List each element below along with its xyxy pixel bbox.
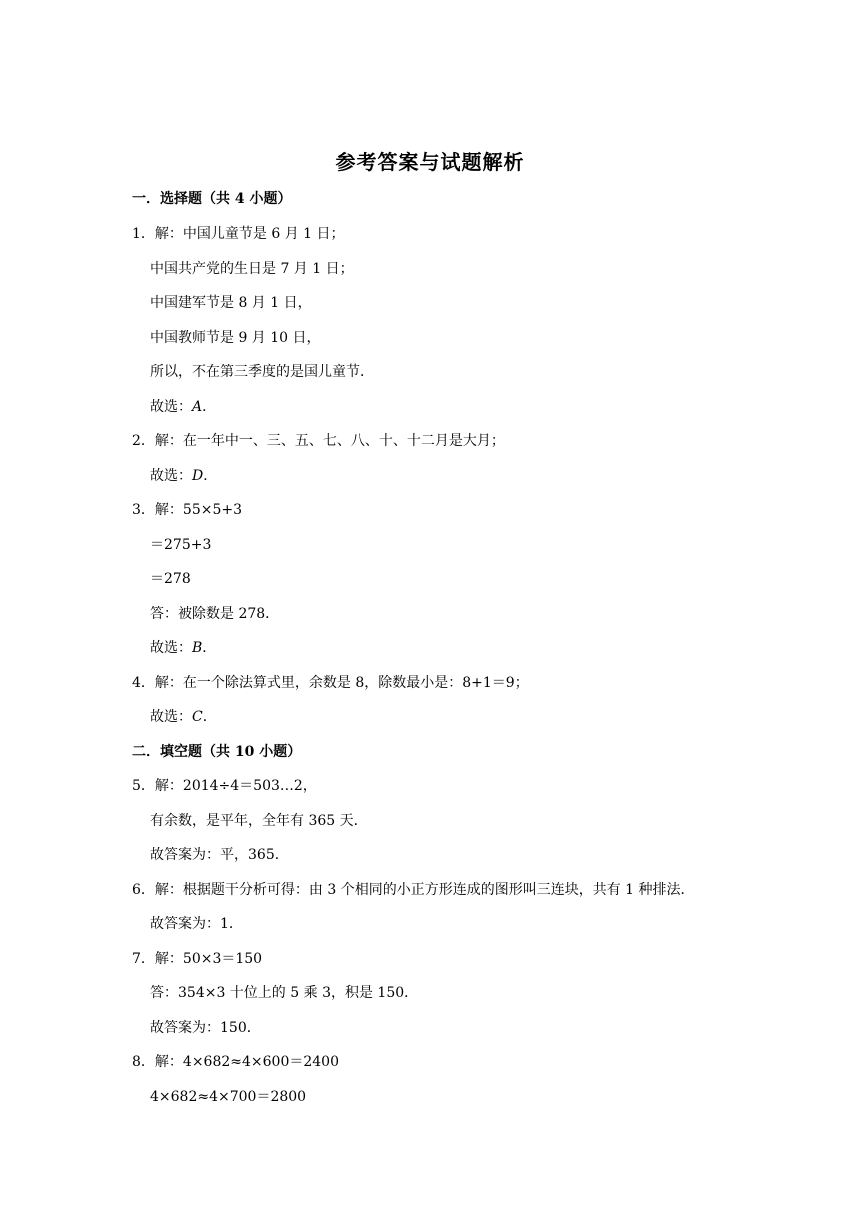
answer-choice: C: [192, 709, 203, 725]
answer-suffix: ．: [202, 399, 217, 415]
answer-suffix: ．: [202, 709, 217, 725]
answer-line: 4．解：在一个除法算式里，余数是 8，除数最小是：8+1＝9；: [132, 675, 529, 691]
answer-line: 8．解：4×682≈4×600＝2400: [132, 1054, 339, 1070]
answer-line: 答：被除数是 278．: [150, 606, 280, 622]
answer-line: ＝278: [150, 571, 191, 587]
answer-line: 故答案为：平，365．: [150, 847, 289, 863]
answer-line: 有余数，是平年，全年有 365 天．: [150, 813, 368, 829]
answer-line: [150, 707, 217, 727]
answer-choice: D: [192, 468, 204, 484]
answer-choice: B: [192, 640, 203, 656]
answer-line: 2．解：在一年中一、三、五、七、八、十、十二月是大月；: [132, 433, 505, 449]
answer-prefix: 故选：: [150, 468, 192, 484]
answer-line: 故答案为：1．: [150, 916, 243, 932]
answer-choice: A: [192, 399, 203, 415]
answer-line: 中国建军节是 8 月 1 日，: [150, 295, 312, 311]
answer-line: 答：354×3 十位上的 5 乘 3，积是 150．: [150, 985, 419, 1001]
answer-line: 1．解：中国儿童节是 6 月 1 日；: [132, 226, 345, 242]
answer-line: [150, 466, 217, 486]
answer-line: 4×682≈4×700＝2800: [150, 1089, 307, 1105]
page-title: 参考答案与试题解析: [335, 150, 525, 174]
answer-line: 中国共产党的生日是 7 月 1 日；: [150, 261, 354, 277]
answer-line: 所以，不在第三季度的是国儿童节．: [150, 364, 374, 380]
answer-suffix: ．: [203, 468, 218, 484]
answer-line: 5．解：2014÷4＝503…2，: [132, 778, 317, 794]
answer-suffix: ．: [202, 640, 217, 656]
answer-line: 7．解：50×3＝150: [132, 951, 263, 967]
answer-line: [150, 397, 216, 417]
answer-line: 中国教师节是 9 月 10 日，: [150, 330, 321, 346]
answer-line: 3．解：55×5+3: [132, 502, 242, 518]
answer-line: ＝275+3: [150, 537, 212, 553]
answer-line: [150, 638, 216, 658]
answer-prefix: 故选：: [150, 640, 192, 656]
answer-prefix: 故选：: [150, 709, 192, 725]
answer-line: 故答案为：150．: [150, 1020, 261, 1036]
answer-line: 6．解：根据题干分析可得：由 3 个相同的小正方形连成的图形叫三连块，共有 1 种排法．: [132, 882, 695, 898]
answer-prefix: 故选：: [150, 399, 192, 415]
section-heading-choice: 一．选择题（共 4 小题）: [132, 191, 292, 207]
section-heading-fill: 二．填空题（共 10 小题）: [132, 744, 302, 760]
